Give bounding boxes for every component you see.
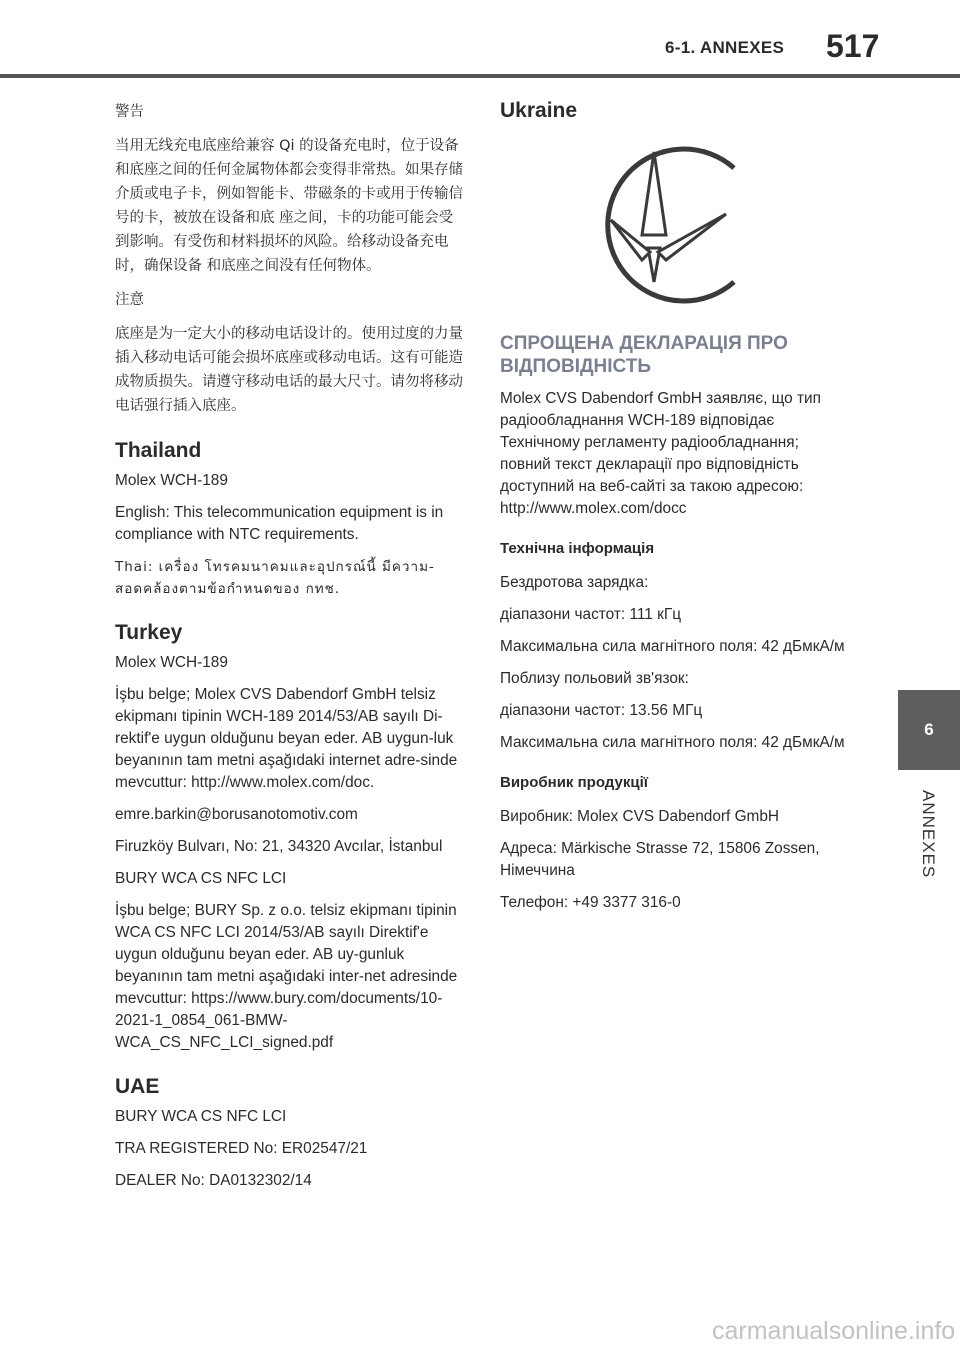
chapter-tab[interactable]: 6 [898, 690, 960, 770]
tech-item: Максимальна сила магнітного поля: 42 дБмкА/м [500, 638, 845, 655]
tech-item: Бездротова зарядка: [500, 574, 649, 591]
thailand-thai: Thai: เครื่อง โทรคมนาคมและอุปกรณ์นี้ มีความ-สอดคล้องตามข้อกำหนดของ กทช. [115, 559, 435, 597]
turkey-declaration-1: İşbu belge; Molex CVS Dabendorf GmbH telsiz ekipmanı tipinin WCH-189 2014/53/AB sayılı Di-rektif'e uygun olduğunu beyan eder. AB uygun-luk beyanının tam metni aşağıdaki internet adre-sinde mevcuttur: http://www.molex.com/doc. [115, 686, 458, 791]
china-note-title: 注意 [115, 292, 144, 308]
tech-item: діапазони частот: 111 кГц [500, 606, 682, 623]
uae-heading: UAE [115, 1075, 160, 1098]
tech-item: діапазони частот: 13.56 МГц [500, 702, 703, 719]
turkey-declaration-2: İşbu belge; BURY Sp. z o.o. telsiz ekipmanı tipinin WCA CS NFC LCI 2014/53/AB sayılı Direktif'e uygun olduğunu beyan eder. AB uy-gunluk beyanının tam metni aşağıdaki inter-net adresinde mevcuttur: https://www.bury.com/documents/10-2021-1_0854_061-BMW-WCA_CS_NFC_LCI_signed.pdf [115, 902, 458, 1051]
turkey-model: Molex WCH-189 [115, 654, 228, 671]
manufacturer-item: Виробник: Molex CVS Dabendorf GmbH [500, 808, 780, 825]
manufacturer-item: Адреса: Märkische Strasse 72, 15806 Zossen, Німеччина [500, 840, 820, 879]
thailand-english: English: This telecommunication equipment is in compliance with NTC requirements. [115, 504, 444, 543]
left-column [115, 100, 467, 1202]
watermark: carmanualsonline.info [712, 1317, 956, 1345]
turkey-address: Firuzköy Bulvarı, No: 21, 34320 Avcılar, İstanbul [115, 838, 443, 855]
ukrsepro-mark-icon [596, 140, 756, 310]
tech-item: Поблизу польовий зв'язок: [500, 670, 689, 687]
thailand-model: Molex WCH-189 [115, 472, 228, 489]
turkey-model-2: BURY WCA CS NFC LCI [115, 870, 287, 887]
manufacturer-heading: Виробник продукції [500, 774, 648, 791]
header-rule [0, 74, 960, 78]
tech-item: Максимальна сила магнітного поля: 42 дБмкА/м [500, 734, 845, 751]
ukraine-heading: Ukraine [500, 99, 578, 122]
uae-tra-number: TRA REGISTERED No: ER02547/21 [115, 1140, 368, 1157]
section-title: 6-1. ANNEXES [665, 38, 785, 57]
right-column [500, 100, 852, 924]
declaration-text: Molex CVS Dabendorf GmbH заявляє, що тип радіообладнання WCH-189 відповідає Технічному регламенту радіообладнання; повний текст декларації про відповідність доступний на веб-сайті за такою адресою: http://www.molex.com/docc [500, 390, 821, 517]
chapter-label: ANNEXES [919, 790, 938, 879]
page-number: 517 [826, 28, 880, 64]
uae-dealer-number: DEALER No: DA0132302/14 [115, 1172, 312, 1189]
turkey-email: emre.barkin@borusanotomotiv.com [115, 806, 358, 823]
manufacturer-item: Телефон: +49 3377 316-0 [500, 894, 681, 911]
china-note-text: 底座是为一定大小的移动电话设计的。使用过度的力量插入移动电话可能会损坏底座或移动电话。这有可能造成物质损失。请遵守移动电话的最大尺寸。请勿将移动电话强行插入底座。 [115, 326, 463, 414]
simplified-declaration-heading: СПРОЩЕНА ДЕКЛАРАЦІЯ ПРО ВІДПОВІДНІСТЬ [500, 333, 788, 377]
tech-info-heading: Технічна інформація [500, 540, 655, 557]
ukraine-conformity-mark [500, 140, 852, 310]
china-warning-text: 当用无线充电底座给兼容 Qi 的设备充电时，位于设备和底座之间的任何金属物体都会变得非常热。如果存储介质或电子卡，例如智能卡、带磁条的卡或用于传输信号的卡，被放在设备和底 座之间，卡的功能可能会受到影响。有受伤和材料损坏的风险。给移动设备充电时，确保设备 和底座之间没有任何物体。 [115, 138, 463, 274]
thailand-heading: Thailand [115, 439, 202, 462]
china-warning-title: 警告 [115, 104, 144, 120]
uae-model: BURY WCA CS NFC LCI [115, 1108, 287, 1125]
turkey-heading: Turkey [115, 621, 183, 644]
